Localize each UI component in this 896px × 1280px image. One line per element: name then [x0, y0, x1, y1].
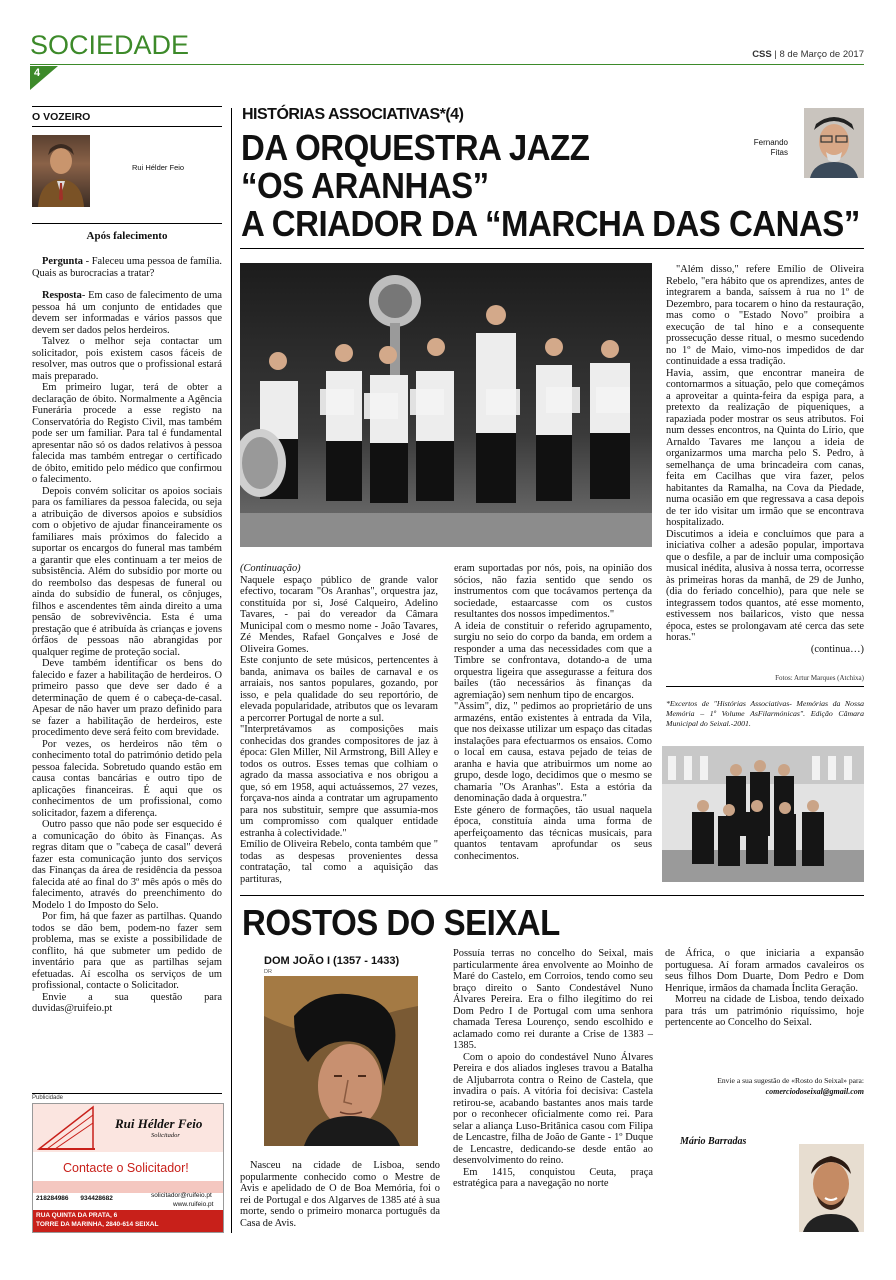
feature-paragraph: Havia, assim, que encontrar maneira de contornarmos a situação, pelo que começámos a aproveitar a quinta-feira da espiga para, a pretexto da realização de piqueniques, a rapaziada poder mostrar os seus atributos. Foi num desses encontros, na Quinta do Lírio, que Arnaldo Tavares me lançou a ideia de organizarmos uma marcha pelo S. Pedro, à semelhança de uma brincadeira com canas, feita em Cacilhas que vira fazer, pelos habitantes da Ramalha, na Cova da Piedade, numa ocasião em que regressava a casa depois de ter ido visitar um irmão que se encontrava hospitalizado. — [666, 367, 864, 528]
vozeiro-paragraph: Por vezes, os herdeiros não têm o conhecimento total do património detido pela pessoa falecida. Sobretudo quando estão em causa contas bancárias e outro tipo de aplicações financeiras. É aqui que os conhecimentos de um profissional, como solicitador, fazem a diferença. — [32, 738, 222, 819]
rostos-paragraph: Nasceu na cidade de Lisboa, sendo popularmente conhecido como o Mestre de Avis e apelidado de O de Boa Memória, foi o rei de Portugal e dos Algarves de 1385 até à sua morte, sendo o primeiro monarca português da Casa de Avis. — [240, 1160, 440, 1229]
vozeiro-column — [32, 106, 222, 1015]
ad-address-2: TORRE DA MARINHA, 2840-614 SEIXAL — [36, 1221, 159, 1228]
photo-credit: Fotos: Artur Marques (Atchixa) — [775, 674, 864, 682]
columnist-photo — [32, 135, 90, 207]
question-text: - Faleceu uma pessoa de família. Quais as burocracias a tratar? — [32, 256, 222, 279]
vozeiro-paragraph: Deve também identificar os bens do falecido e fazer a habilitação de herdeiros. O primeiro passo que deve ser dado é a determinação de quem é o cabeça-de-casal. Apesar de não haver um prazo definido para se fazer a habilitação de herdeiros, este procedimento deve será feito com brevidade. — [32, 658, 222, 738]
feature-column-1 — [240, 563, 438, 885]
rostos-author-photo — [799, 1144, 864, 1232]
ad-address-1: RUA QUINTA DA PRATA, 6 — [36, 1212, 118, 1219]
feature-paragraph: Este género de formações, tão usual naquela época, constituía ainda uma forma de aperfeiçoamento das técnicas musicais, para quantos tentavam aprofundar os seus conhecimentos. — [454, 804, 652, 862]
ad-logo-box — [33, 1104, 223, 1152]
feature-paragraph: Emílio de Oliveira Rebelo, conta também que " todas as despesas provenientes dessa contratação, tal como a aquisição das partituras, — [240, 839, 438, 885]
ad-cta: Contacte o Solicitador! — [63, 1161, 189, 1175]
rostos-paragraph: de África, o que iniciaria a expansão portuguesa. Aí foram armados cavaleiros os seus filhos Dom Duarte, Dom Pedro e Dom Henrique, irmãos da chamada Ínclita Geração. — [665, 948, 864, 994]
answer-text: - Em caso de falecimento de uma pessoa há um conjunto de entidades que devem ser informadas e vários passos que devem ser dados pelos herdeiros. — [32, 290, 222, 336]
vozeiro-paragraph: Depois convém solicitar os apoios sociais para os familiares da pessoa falecida, ou seja a atribuição de diversos apoios e subsídios com o objetivo de ajudar financeiramente os familiares mais próximos do falecido a suportar os encargos do funeral mas também a garantir que eles continuam a ter meios de subsistência. Além do subsídio por morte ou do reembolso das despesas de funeral ou ainda do subsídio de funeral, os cônjuges, filhos e ascendentes têm ainda direito a uma pensão de sobrevivência. Esta é uma prestação que é atribuída às crianças e jovens órfãos de pessoas não abrangidas por qualquer regime de proteção social. — [32, 485, 222, 658]
group-photo — [662, 746, 864, 882]
feature-paragraph: Naquele espaço público de grande valor efectivo, tocaram "Os Aranhas", orquestra jaz, constituída por si, José Calqueiro, Adelino Tavares, - pai do vereador da Câmara Municipal com o mesmo nome - João Tavares, Zé Mendes, Rafael Gonçalves e José de Oliveira Gomes. — [240, 574, 438, 655]
feature-column-3 — [666, 264, 864, 655]
ad-phones — [36, 1195, 113, 1202]
rostos-subject: DOM JOÃO I (1357 - 1433) — [264, 955, 400, 967]
vozeiro-top-rule — [32, 106, 222, 107]
feature-title-line-2: “OS ARANHAS” — [241, 164, 489, 206]
question-label: Pergunta — [42, 256, 83, 267]
vozeiro-body — [32, 256, 222, 1015]
rostos-paragraph: Morreu na cidade de Lisboa, tendo deixado para trás um património riquíssimo, hoje pertencente ao Concelho do Seixal. — [665, 994, 864, 1028]
vozeiro-title: O VOZEIRO — [32, 111, 91, 123]
ad-phone-2: 934428682 — [80, 1195, 113, 1202]
rostos-top-rule — [240, 895, 864, 896]
rostos-author: Mário Barradas — [680, 1136, 747, 1147]
column-divider — [231, 108, 232, 1233]
feature-title-line-1: DA ORQUESTRA JAZZ — [241, 126, 590, 168]
issue-date: | 8 de Março de 2017 — [774, 49, 864, 60]
ad-phone-1: 218284986 — [36, 1195, 69, 1202]
section-title: SOCIEDADE — [30, 30, 190, 60]
header-rule — [30, 64, 864, 65]
ad-role: Solicitador — [151, 1132, 180, 1139]
ad-web: www.ruifeio.pt — [173, 1201, 214, 1208]
ad-top-rule — [32, 1093, 222, 1094]
author-last-name: Fitas — [770, 148, 788, 157]
rostos-column-2 — [453, 948, 653, 1190]
feature-column-2 — [454, 563, 652, 862]
ad-name: Rui Hélder Feio — [115, 1116, 203, 1131]
ad-email: solicitador@ruifeio.pt — [151, 1192, 212, 1199]
rostos-title: ROSTOS DO SEIXAL — [242, 902, 560, 943]
rostos-send-text: Envie a sua sugestão de «Rosto do Seixal» para: — [717, 1076, 864, 1085]
feature-headline-rule — [240, 248, 864, 249]
columnist-name: Rui Hélder Feio — [132, 163, 185, 172]
feature-paragraph: Discutimos a ideia e concluímos que para a iniciativa colher a adesão popular, importava que o desfile, a par de incluir uma composição musical inédita, alusiva à nossa terra, ocorresse às primeiras horas da manhã, de 29 de Junho, (dia do feriado concelhio), para que nele se integrassem todos quantos, até esse momento, estivessem nos bailaricos, visto que nessa época, estes se prolongavam até cerca das sete horas." — [666, 528, 864, 643]
answer-label: Resposta — [42, 290, 82, 301]
publication-name: CSS — [752, 49, 772, 60]
continuation-label: (Continuação) — [240, 563, 301, 574]
feature-paragraph: "Interpretávamos as composições mais conhecidas dos grandes compositores de jaz à época: Glen Miller, Nil Armstrong, Bill Alley e todos os outros. Esses temas que colhiam o agrado da massa associativa e nos obrigou a que, só em 1958, aqui actuássemos, 27 vezes, forçava-nos ainda a contratar um agrupamento para nos substituir, sempre que assumia-mos um compromisso com qualquer entidade estranha à colectividade." — [240, 724, 438, 839]
page-number: 4 — [34, 67, 41, 79]
feature-footnote: *Excertos de "Histórias Associativas- Memórias da Nossa Memória – 1º Volume AsFilarmónicas". Edição Câmara Municipal do Seixal.-2001. — [666, 699, 864, 728]
ad-logo-icon — [37, 1105, 97, 1151]
jazz-band-photo — [240, 263, 652, 547]
vozeiro-paragraph: Em primeiro lugar, terá de obter a declaração de óbito. Normalmente a Agência Funerária procede a esse registo na Conservatória do Registo Civil, mas também pode ser um familiar. Para tal é fundamental apresentar não só os dados relativos à pessoa falecida mas também entregar o certificado de óbito, emitido pelo médico que confirmou o falecimento. — [32, 382, 222, 485]
solicitor-ad[interactable] — [32, 1103, 224, 1233]
feature-author — [712, 138, 788, 158]
feature-paragraph: Este conjunto de sete músicos, pertencentes à banda, animava os bailes de carnaval e os arraiais, nos santos populares, gozando, por isso, e pela qualidade do seu reportório, de elevada popularidade, atributos que os levaram a percorrer Portugal de norte a sul. — [240, 655, 438, 724]
ad-label: Publicidade — [32, 1095, 64, 1101]
vozeiro-paragraph: Outro passo que não pode ser esquecido é a comunicação do óbito às Finanças. As regras ditam que o "cabeça de casal" deverá fazer esta comunicação junto dos serviços das Finanças da área de residência da pessoa falecida até ao final do 3º mês após o mês do falecimento, através do preenchimento do Modelo 1 do Imposto do Selo. — [32, 819, 222, 911]
rostos-column-3 — [665, 948, 864, 1029]
footnote-rule — [666, 686, 864, 687]
feature-paragraph: A ideia de constituir o referido agrupamento, surgiu no seio do corpo da banda, em ordem a responder a uma das necessidades com que a Timbre se confrontava, dotando-a de uma orquestra ligeira que assegurasse a feitura dos bailes (tão necessários às finanças da agremiação) sem nenhum tipo de encargos. — [454, 620, 652, 701]
continua-label: (continua…) — [810, 643, 864, 655]
feature-title-line-3: A CRIADOR DA “MARCHA DAS CANAS” — [241, 202, 860, 244]
feature-paragraph: "Assim", diz, " pedimos ao proprietário de uns armazéns, então existentes à entrada da Vila, que nos deixasse utilizar um espaço das citadas instalações para efectuarmos os ensaios. Como o local em causa, estava pejado de teias de aranha e havia que atribuirmos um nome ao grupo, desde logo, decidimos que o mesmo se chamaria "Os Aranhas". Esta a estória da denominação dada à orquestra." — [454, 701, 652, 804]
masthead-info — [752, 49, 864, 60]
image-credit: DR — [264, 969, 272, 975]
vozeiro-heading: Após falecimento — [86, 230, 168, 242]
feature-author-photo — [804, 108, 864, 178]
feature-paragraph: eram suportadas por nós, pois, na opinião dos sócios, não fazia sentido que sendo os instrumentos com que tocávamos pertença da sociedade, estaarcasse com os custos resultantes dos nossos impedimentos." — [454, 563, 652, 620]
rostos-send-email[interactable]: comerciodoseixal@gmail.com — [765, 1087, 864, 1096]
vozeiro-paragraph: Envie a sua questão para duvidas@ruifeio.pt — [32, 991, 222, 1014]
vozeiro-paragraph: Por fim, há que fazer as partilhas. Quando todos se dão bem, podem-no fazer sem problema, mas se existe a possibilidade de conflito, há que submeter um pedido de inventário para que as partilhas sejam efetuadas. Aí escolha os serviços de um profissional, contacte o Solicitador. — [32, 911, 222, 991]
feature-kicker: HISTÓRIAS ASSOCIATIVAS*(4) — [242, 106, 464, 123]
rostos-paragraph: Com o apoio do condestável Nuno Álvares Pereira e dos aliados ingleses travou a Batalha de Aljubarrota contra o Reino de Castela, que invadira o país. A vitória foi decisiva: Castela retirou-se, acabando bastantes anos mais tarde por o reconhecer oficialmente como rei. Para selar a aliança Luso-Britânica casou com Filipa de Lencastre, filha de João de Gante - 1º Duque de Lencastre, dedicando-se desde então ao desenvolvimento do reino. — [453, 1051, 653, 1166]
rostos-column-1 — [240, 1160, 440, 1229]
feature-paragraph: "Além disso," refere Emílio de Oliveira Rebelo, "era hábito que os aprendizes, antes de integrarem a banda, saíssem à rua no 1º de Dezembro, para tocarem o hino da restauração, mas como o "Estado Novo" proibira a execução de tal hino e a consequente prossecução desse ritual, o mesmo sucedendo no 1º de Maio, vimo-nos impedidos de dar continuidade a essa tradição. — [666, 264, 864, 367]
vozeiro-heading-rule — [32, 223, 222, 224]
rostos-paragraph: Possuía terras no concelho do Seixal, mais particularmente área envolvente ao Moinho de Maré do Castelo, em Corroios, tendo como seu braço direito o Santo Condestável Nuno Álvares Pereira. Era o filho ilegítimo do rei Dom Pedro I de Portugal com uma senhora chamada Teresa Lourenço, sendo escolhido e aclamado como rei durante a Crise de 1383 –1385. — [453, 948, 653, 1051]
author-first-name: Fernando — [753, 138, 788, 147]
rostos-paragraph: Em 1415, conquistou Ceuta, praça estratégica para a navegação no norte — [453, 1166, 653, 1189]
dom-joao-portrait — [264, 976, 418, 1146]
vozeiro-paragraph: Talvez o melhor seja contactar um solicitador, pois existem casos fáceis de resolver, mas outros que o profissional estará mais preparado. — [32, 336, 222, 382]
